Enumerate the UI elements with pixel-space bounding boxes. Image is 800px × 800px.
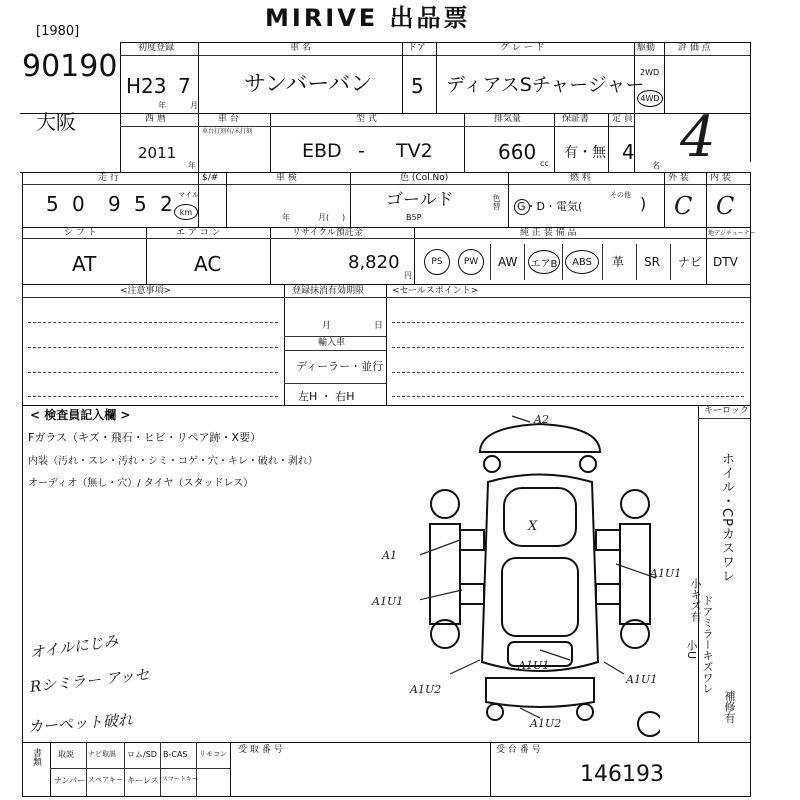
doc-manual: 取説 — [58, 750, 74, 759]
hdr-sales-point: <セールスポイント> — [392, 286, 479, 296]
drive-4wd-circled: 4WD — [637, 90, 663, 107]
expiry-month: 月 — [322, 321, 332, 331]
doc-remote: リモコン — [199, 750, 227, 758]
side-note-repair: 補修有 — [723, 690, 736, 723]
recycle-value: 8,820 — [348, 252, 400, 273]
hdr-displacement: 排気量 — [494, 114, 522, 124]
hdr-first-reg: 初度登録 — [138, 43, 175, 53]
hdr-capacity: 定 員 — [612, 114, 633, 124]
side-note-small-scratch: 小キズ有 — [689, 578, 702, 622]
hdr-docs: 書類 — [31, 748, 41, 766]
unit-km-circled: km — [174, 204, 198, 220]
hdr-key-lock: キーロック — [704, 406, 749, 416]
hdr-shift: シ フ ト — [64, 228, 97, 238]
equip-ps: PS — [424, 249, 450, 275]
hdr-year: 西 暦 — [145, 114, 166, 124]
equip-airbag: エアB — [528, 250, 560, 274]
hdr-inspection: 車 検 — [276, 173, 297, 183]
year-value: 2011 — [138, 144, 177, 162]
first-reg-era: H23 — [126, 74, 167, 98]
doc-smart-key: スマートキー — [162, 776, 198, 783]
hdr-aircon: エ ア コ ン — [176, 228, 221, 238]
hdr-car-name: 車 名 — [290, 43, 311, 53]
lot-tag: [1980] — [36, 24, 80, 39]
mileage-digit: 0 — [72, 192, 85, 216]
hdr-color: 色 (Col.No) — [400, 173, 449, 183]
hdr-reg-expiry: 登録抹消有効期限 — [292, 286, 365, 296]
first-reg-month: 7 — [178, 74, 191, 98]
exterior-grade: C — [674, 192, 693, 220]
expiry-day: 日 — [374, 321, 384, 331]
model-prefix: EBD — [302, 140, 342, 162]
doors-value: 5 — [411, 74, 424, 98]
doc-rom-sd: ロム/SD — [127, 750, 157, 759]
person-label: 名 — [652, 161, 660, 170]
hdr-grade: グ レ ー ド — [500, 43, 545, 53]
grade-value: ディアスSチャージャー — [446, 74, 645, 96]
side-note-small-u: 小U — [685, 640, 698, 660]
fuel-other: その他 — [610, 191, 631, 199]
equip-sunroof: SR — [644, 255, 660, 269]
mark-a1-left: A1 — [382, 549, 397, 562]
hdr-km-flag: $/# — [202, 173, 219, 183]
side-note-wheel: ホイル・CPカスワレ — [719, 452, 734, 583]
equip-pw: PW — [458, 249, 484, 275]
cc-label: cc — [540, 159, 549, 168]
region: 大阪 — [36, 110, 76, 134]
color-code: B5P — [406, 213, 422, 222]
mileage-digit: 2 — [160, 192, 173, 216]
score-value: 4 — [680, 105, 716, 170]
fuel-options: G・D・電気( — [517, 200, 583, 213]
doc-navi-manual: ナビ取説 — [88, 750, 116, 758]
mileage-digit: 5 — [134, 192, 147, 216]
doc-bcas: B-CAS — [163, 750, 188, 759]
hdr-warranty: 保証書 — [562, 114, 590, 124]
hdr-interior: 内 装 — [710, 173, 731, 183]
hdr-doors: ドア — [408, 43, 426, 53]
doc-number-plate: ナンバー — [54, 776, 86, 785]
mileage-digit: 9 — [108, 192, 121, 216]
hdr-receipt-number: 受 台 番 号 — [496, 745, 541, 755]
hdr-equipment: 純 正 装 備 品 — [520, 228, 577, 238]
mark-a1u1-rear: A1U1 — [518, 659, 550, 672]
receipt-number: 146193 — [580, 762, 664, 787]
hdr-chassis: 車 台 — [218, 114, 239, 124]
mark-a1u1-right: A1U1 — [650, 567, 682, 580]
hdr-drive: 駆動 — [637, 43, 656, 53]
equip-navi: ナビ — [678, 255, 703, 269]
hdr-fuel: 燃 料 — [570, 173, 591, 183]
hdr-recycle: リサイクル預託金 — [292, 228, 363, 238]
import-label: 輸入車 — [318, 338, 346, 348]
equip-leather: 革 — [612, 255, 625, 269]
drive-2wd: 2WD — [640, 68, 660, 77]
fuel-close: ) — [640, 194, 647, 213]
mark-a1u2-left: A1U2 — [410, 683, 442, 696]
hdr-delivery-number: 受 取 番 号 — [238, 745, 283, 755]
import-dealer: ディーラー・並行 — [296, 360, 384, 373]
mark-a2-front: A2 — [534, 413, 549, 426]
doc-spare-key: スペアキー — [88, 776, 123, 784]
checklist-windshield: Fガラス（キズ・飛石・ヒビ・リペア跡・X要） — [28, 431, 262, 444]
interior-grade: C — [716, 192, 735, 220]
year-suffix: 年 — [188, 161, 196, 170]
hdr-score: 評 価 点 — [678, 43, 711, 53]
month-label: 月 — [190, 101, 198, 110]
car-name: サンバーバン — [244, 72, 373, 97]
unit-mile: マイル — [178, 191, 199, 199]
warranty-value: 有・無 — [564, 145, 606, 161]
doc-keyless: キーレス — [127, 776, 159, 785]
hdr-model: 型 式 — [356, 114, 377, 124]
insp-close: ) — [342, 213, 346, 222]
lot-number: 90190 — [22, 49, 118, 84]
mileage-digit: 5 — [46, 192, 59, 216]
hdr-chassis-note: 車台打刻有/未打刻 — [202, 128, 253, 135]
checklist-interior: 内装（汚れ・スレ・汚れ・シミ・コゲ・穴・キレ・破れ・剥れ） — [28, 456, 318, 467]
mileage-digits — [46, 192, 176, 220]
insp-month: 月( — [318, 213, 330, 222]
equip-aw: AW — [498, 255, 518, 269]
color-change: 色替 — [492, 194, 501, 210]
model-code: TV2 — [396, 140, 433, 162]
side-note-mirror: ドアミラーキズワレ — [701, 595, 714, 694]
hdr-mileage: 走 行 — [98, 173, 119, 183]
equip-abs: ABS — [565, 250, 599, 274]
note-carpet: カーペット破れ — [27, 710, 134, 736]
capacity-value: 4 — [622, 140, 635, 164]
hdr-inspector: < 検査員記入欄 > — [30, 408, 131, 422]
handle-side: 左H ・ 右H — [298, 390, 355, 403]
equip-dtv: DTV — [713, 255, 738, 269]
shift-value: AT — [72, 252, 97, 276]
mark-x-windshield: X — [528, 519, 538, 534]
model-dash: - — [358, 140, 365, 162]
mark-a1u2-bottom: A1U2 — [530, 717, 562, 730]
color-name: ゴールド — [386, 190, 454, 210]
displacement-value: 660 — [498, 140, 537, 164]
insp-year: 年 — [282, 213, 290, 222]
note-mirror: Rシミラー アッセ — [29, 665, 151, 696]
checklist-audio-tire: オーディオ（無し・穴）/ タイヤ（スタッドレス） — [28, 478, 254, 489]
hdr-tuner: 地デジチューナー — [708, 230, 756, 237]
car-damage-diagram — [420, 412, 660, 742]
note-oil-leak: オイルにじみ — [28, 631, 120, 662]
mark-a1u1-left: A1U1 — [372, 595, 404, 608]
mark-a1u1-right-rear: A1U1 — [626, 673, 658, 686]
aircon-value: AC — [194, 252, 222, 276]
yen-label: 円 — [404, 271, 412, 280]
year-label: 年 — [158, 101, 166, 110]
hdr-notes: <注意事項> — [120, 286, 172, 296]
hdr-exterior: 外 装 — [668, 173, 689, 183]
sheet-title: MIRIVE 出品票 — [265, 4, 471, 32]
